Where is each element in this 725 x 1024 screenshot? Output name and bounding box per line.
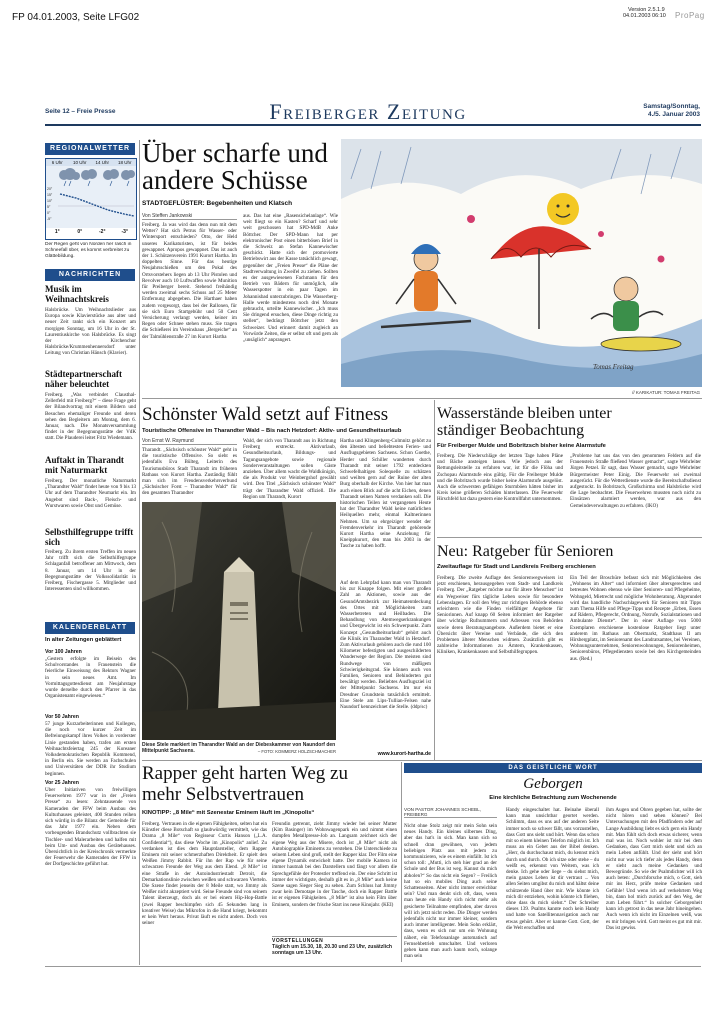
weather-scale-1: 20° <box>47 187 53 191</box>
masthead-date-1: Samstag/Sonntag, <box>643 103 700 110</box>
calendar-title: In alter Zeitungen geblättert <box>45 637 122 643</box>
calendar-when-2: Vor 50 Jahren <box>45 714 79 720</box>
fax-header-timestamp: 04.01.2003 06:10 <box>623 13 666 19</box>
forest-col-2: Wald, der sich von Tharandt aus in Richtung Freiberg erstreckt. Aktivurlaub, Gesundheitsurlaub, Bildungs- und Tagungsangebote sowie regionale Sonderveranstaltungen sollen Gäste anziehen. Über allem wacht die Waldkönigin, die als Produkt vor Weinbergshof gewählt wird. Den Titel „Sächsisch schönster Wald“ trägt der Tharandter Wald offiziell. Die Region um Tharandt, Kurort <box>243 438 336 499</box>
brief-1-text: Halsbrücke. Um Weihnachtslieder aus Europa sowie Klavierstücke aus alter und neuer Zeit rankt sich ein Konzert am morgigen Sonntag, um 16 Uhr in der St. Laurentiuskirche von Halsbrücke. Es singt der Kirchenchor Halsbrücke/Krummenhennersdorf unter Leitung von Christian Hänsch (Klavier). <box>45 307 136 357</box>
lead-headline-2: andere Schüsse <box>142 165 308 195</box>
weather-bar: REGIONALWETTER <box>45 143 135 155</box>
lead-subhead: STADTGEFLÜSTER: Begebenheiten und Klatsch <box>142 200 293 207</box>
water-headline-2: ständiger Beobachtung <box>437 422 585 439</box>
stele-monument <box>218 557 260 712</box>
forest-col-1: Tharandt. „Sächsisch schönster Wald“ geht in die touristische Offensive. So sieht es jedenfalls Eva Bülteg, Leiterin des Tourismusbüros Stadt Tharandt im früheren Rathaus von Kurort Hartha. Zuständig fühlt man sich im Freudensverkehrsverbund „Sächsischer Forst – Tharandter Wald“ für den gesamten Tharandter <box>142 447 237 497</box>
brief-4-title: Selbsthilfegruppe trifft sich <box>45 527 134 547</box>
weather-scale-2: 15° <box>47 193 53 197</box>
masthead-date-2: 4./5. Januar 2003 <box>647 111 700 118</box>
calendar-when-1: Vor 100 Jahren <box>45 649 82 655</box>
lead-col-2: aus. Das hat eine „Rasensichelanlage“. Wie weit fliegt so ein Kasten? Scharf und sehr weit geschossen hat SPD-MdB Anke Böttcher. Der SPD-Mann hat per elektronischer Post einen bitterbösen Brief in die Schweiz an Stefan Kannewischer geschickt. Hatte sich der promovierte Betriebswirt aus der Kasse tatsächlich gewagt, gegenüber der „Freien Presse“ die Pläne der Stadtverwaltung in Zweifel zu ziehen. Sollten es der ausgewiesenen Fachmann für den Betrieb von Bädern für unmöglich, alle Wasserspotter in ein paar Tagen im Johannisbad unterzubringen. Die Wasserberg-Halle werde mindestens noch drei Monate gebraucht, urteilte Kannewischer. „Ich muss Sie dringend ersuchen, diese Dinge richtig zu stellen“, bedrängt Böttcher jetzt den Schweizer. Und erinnert damit zugleich an Vorwürde Zeiten, die er selbst oft und gern als „unsäglich“ anprangert. <box>243 213 338 344</box>
masthead-title: Freiberger Zeitung <box>269 99 467 124</box>
col-divider-mid <box>434 400 435 760</box>
fax-header-brand: ProPag <box>675 11 705 20</box>
lead-byline: Von Steffen Jankowski <box>142 213 237 220</box>
church-col-1: Nicht ohne Stolz zeigt mir mein Sohn sein neues Handy. Ein kleines silbernes Ding, aber das hat's in sich. Man kann sich so schnell dran gewöhnen, von jedem beliebigen Platz aus mit jedem zu kommunizieren, wie es einem einfällt. Ist ich schon toll: „Mutti, ich steh hier grad an der Schule und der Bus ist weg. Kannst du mich abholen?“ So das nicht ein Segen? – Freilich hat so ein mobiles Ding auch seine Schattenseiten. Aber nicht immer erreichbar sein? Und man denkt sich oft, dass, wenn man heute ein Handy sich nicht mehr als gesicherte Teilnahme empfinden, aber davon will ich jetzt nicht reden. Die Dinger werden jedenfalls nicht nur immer kleiner, sondern auch immer intelligenter. Mein Sohn erklärt, dass, wenn es sich nur um ein Wohnung nähert, ein Telefonanlage automatisch auf Fernsehbetrieb umschaltet. Und verloren gehen kann man auch kaum noch, solange man sein <box>404 823 497 960</box>
weather-graphic <box>45 158 137 240</box>
brief-3-title: Auftakt in Tharandt mit Naturmarkt <box>45 455 124 475</box>
calendar-text-2: 57 junge Kurzarbeiterinnen und Kollegen, die noch vor kurzer Zeit im Befreiungskampf ihres Volkes in vorderster Linie gestanden haben, trafen am ersten Weihnachtsfeiertag 245 der Koreaner Volksdemokratischen Republik Kommend, in Berlin ein. Sie werden an Fachschulen und Universitäten der DDR ihr Studium beginnen. <box>45 721 136 777</box>
forest-col-3: Hartha und Klingenberg-Colmnitz gehört zu den ältesten und beliebtesten Ferien- und Ausflugsgebieten Sachsens. Schon Goethe, Herder und Schiller wanderten durch Tharandt mit seiner 1792 entdeckten Schwefelhaltigen Solequelle zu schätzen und weilten gern auf der Ruine der alten Burg oberhalb der Kirche. Von hier hat man auch einen Blick auf die acht Eichen, denen Tharandt seinen Namen verdanken soll. Die historischen Teilen ist vergangenen Heute hat der Tharandter Wald keine natürlichen Heilquellen mehr, einmal Kaltnerinnen Nehmen. Um so ehrgeiziger wendet der Fremdenverkehr im Tharandt gehörende Kurort Hartha seine Anziehung für Kneippkurort, den man bis 2003 in der Tasche zu haben hofft. <box>340 438 431 550</box>
rapper-subhead: KINOTIPP: „8 Mile“ mit Szenestar Eminem läuft im „Kinopolis“ <box>142 810 315 816</box>
rapper-col-1: Freiberg. Vertrauen in die eigenen Fähigkeiten, selten hat ein Künstler diese Botschaft so glaubwürdig vermittelt, wie das Drama „8 Mile“ von Regisseur Curtis Hanson („L.A. Confidential“), das diese Woche im „Kinopolis“ anlief. Zu verdanken ist dies dem Hauptdarsteller, dem Rapper Eminem mit seiner schmerzhaften Direktheit. Er spielt den Weißen Jimmy Rabbit. Für ihn der Rap wie für seine schwarzen Freunde der Weg aus dem Elend. „8 Mile“ ist eine Straße in der Autoindustriestadt Detroit, die Demarkationslinie zwischen weißen und schwarzen Vierteln. Die Szene findet jenseits der 8 Meile statt, wo Jimmy als Weißer nicht akzeptiert wird. Seine Freunde sind von seinem Talent überzeugt, doch als er bei einem Hip-Hop-Battle (zwei Rapper beschimpfen sich 45 Sekunden lang in kreativer Weise) das Mikrofon in die Hand kriegt, bekommt er kein Wort heraus. Privat läuft es nicht anders. Doch von seiner <box>142 821 267 927</box>
seniors-col-1: Freiberg. Die zweite Auflage des Seniorenwegweisers ist jetzt erschienen, herausgegeben vom Stadt- und Landkreis Freiberg. Der „Ratgeber möchte nur für ältere Menschen“ ist ein Wegweiser fürs tägliche Leben sowie für besondere Lebenslagen. Er soll den Weg zur richtigen Behörde ebenso erleichtern wie die Finden vielfältiger Angebote für Seniorinnen. Auf knapp 60 Seiten informiert der Ratgeber über wichtige Rufnummern und Adressen von Behörden sowie deren Beratungsangebote. Außerdem bietet er eine Übersicht über Vereine und Verbände, die sich den Problemen älterer Menschen widmen. Zusätzlich gibt es zahlreiche Informationen zu Ämtern, Krankenkassen, Kliniken, Krankenkassen und Selbsthilfegruppen. <box>437 575 563 656</box>
fax-header-version: Version 2.5.1.9 <box>628 7 665 13</box>
lead-col-1: Freiberg. Ja was wird das denn nun mit dem Wetter? Hat sich Petrus für Wasser- oder Wintersport entschieden? Otto, der Held unseres Karikaturisten, ist für beides gewappnet. Apropos gewappnet. Das ist auch der 1. Schützenverein 1991 Kurort Hartha. Im doppelten Sinne. Für das heutige Neujahrsschießen um den Pokal des Ortsvorstehers liegen ab 13 Uhr Pistolen und Revolver auch 10 Luftwaffen sowie Munition für Preiberger bereit. Stehend freihändig werden zweimal sechs Schuss auf 25 Meter Entfernung abgegeben. Die Harthaer haben zudem vorgesorgt, dass bei der Rallonen, für sie sich Euro Startgebühr und 50 Cent Versicherung verlangt werden, keiner im Regen oder Schnee stehen muss. Sie tragen die Schießerei im Vereinshaus „Bergeiche“ an der Talmühlenstraße 27 im Kurort Hartha <box>142 222 237 340</box>
masthead-rule <box>45 124 701 126</box>
seniors-headline: Neu: Ratgeber für Senioren <box>437 543 614 560</box>
forest-photo-caption: Diese Stele markiert im Tharandter Wald an der Diebeskammer von Naundorf den Mittelpunkt Sachsens. <box>142 742 336 754</box>
page-bottom-rule <box>45 966 701 967</box>
cartoon-illustration <box>341 139 702 387</box>
sun-icon <box>547 193 579 225</box>
cartoon-credit: // KARIKATUR: TOMAS FREITAG <box>632 390 700 395</box>
weather-day-3: 14 Uhr <box>95 160 109 165</box>
brief-4-text: Freiberg. Zu ihrem ersten Treffen im neuen Jahr trifft sich die Selbsthilfegruppe Schlaganfall betroffener am Mittwoch, dem 8. Januar, um 14 Uhr in der Begegnungsstätte der Volkssolidarität in Freiberg, Fischergasse 5. Mitglieder und Interessenten sind willkommen. <box>45 549 136 593</box>
church-byline: VON PASTOR JOHANNES SCHEBL, FREIBERG <box>404 807 497 818</box>
forest-photo <box>142 502 336 740</box>
news-bar: NACHRICHTEN <box>45 269 135 281</box>
seniors-subhead: Zweitauflage für Stadt und Landkreis Freiberg erschienen <box>437 564 596 570</box>
water-subhead: Für Freiberger Mulde und Bobritzsch bisher keine Alarmstufe <box>437 443 606 449</box>
forest-byline: Von Ernst W. Raymund <box>142 438 237 445</box>
church-bar: DAS GEISTLICHE WORT <box>404 763 702 773</box>
forest-subhead: Touristische Offensive im Tharandter Wald – Bis nach Hetzdorf: Aktiv- und Gesundheitsurlaub <box>142 428 402 434</box>
sidebar-divider <box>139 140 140 965</box>
cartoon-signature: Tomas Freitag <box>593 363 634 371</box>
forest-headline: Schönster Wald setzt auf Fitness <box>142 404 389 425</box>
water-seniors-divider <box>437 537 702 538</box>
water-col-1: Freiberg. Die Niederschläge der letzten Tage haben Pläne und Bäche ansteigen lassen. Wie jedoch aus der Rettungsleitstelle zu erfahren war, ist für die Flöha und Zschopau Alarmstufe eins gültig. Für die Freiberger Mulde und die Bobritzsch wurde bisher keine Alarmstufe ausgelöst. Auch die schwersten gefähigen Sturmböen hätten bisher im Kreis keine größeren Schäden hinterlassen. Die Feuerwehr Hirschfeld hat dazu gestern eine Kontrollfahrt unternommen. <box>437 453 563 503</box>
forest-url[interactable]: www.kurort-hartha.de <box>377 751 431 757</box>
row1-divider <box>142 398 702 399</box>
weather-day-1: 6 Uhr <box>51 160 63 165</box>
weather-day-2: 10 Uhr <box>72 160 87 165</box>
church-subtitle: Eine kirchliche Betrachtung zum Wochenende <box>489 795 617 801</box>
weather-scale-6: -5° <box>47 217 52 221</box>
calendar-bar: KALENDERBLATT <box>45 622 135 634</box>
weather-temp-row <box>46 228 136 237</box>
rapper-headline-1: Rapper geht harten Weg zu <box>142 763 348 784</box>
weather-scale-3: 10° <box>47 199 53 203</box>
church-col-2: Handy eingeschaltet hat. Beinahe überall kann man unsichtbar geortet werden. Schlimm, dass es uns auf der anderen Seite immer noch so schwer fällt, uns vorzustellen, dass Gott uns sieht und hört. Wenn das schon mit so einem kleinen Telefon möglich ist. Ich muss an ein Gebet aus der Bibel denken. „Herr, du durchschaust mich, du kennst mich durch und durch. Ob ich sitze oder stehe – du weißt es, erkennst von Weitem, was ich denke. Ich gehe oder liege – du siehst mich, mein ganzes Leben ist dir vertraut ... Von allen Seiten umgibst du mich und hältst deine schützende Hand über mir. Wie könnte ich mich dir entziehen, wohin könnte ich fliehen, ohne dass du mich siehst.“ Der Schreiber dieses 139. Psalms kannte noch kein Handy und hatte von Satellitennavigation auch nur etwas gehört. Aber er kannte Gott. Gott, der die Welt erschaffen und <box>506 807 599 931</box>
weather-chart <box>46 166 136 228</box>
weather-day-row <box>46 159 136 166</box>
calendar-text-3: Über Initiativen von freiwilligen Feuerwehren 1977 war in der „Freien Presse“ zu lesen: Zehntausende von Kameraden der FFW beim Ausbau des Kulturhauses geleistet, 400 Stunden reihen sich würdig in die Bilanz der Gemeinde für das Jahr 1977 ein. Neben dem vorbeugenden Brandschutz vollbrachten sie Tischler- und Malerarbeiten und halfen mit beim Um- und Ausbau des Gerätehauses. Übersichtlich in der Kreischronik vermerkte der Feuerwehr die Kameraden der FFW in der Dorfgeschichte geführt hat. <box>45 787 136 868</box>
brief-2-title: Städtepartnerschaft näher beleuchtet <box>45 369 122 389</box>
weather-caption: Der Regen geht von Norden her rasch in Schneefall über, es kommt verbreitet zu Glättebildung. <box>45 242 132 259</box>
weather-day-4: 18 Uhr <box>117 160 132 165</box>
page-label: Seite 12 – Freie Presse <box>45 108 116 115</box>
calendar-text-1: „Gestern erfolgte im Beisein des Schulvorstandes in Frauenstein die feierliche Einweisung des Rektors Wagner in sein neues Amt. Im Vormittagsgottesdienst am Neujahrstage wurde derselbe durch den Pfarrer in das Organistenamt eingewiesen.“ <box>45 656 136 700</box>
forest-col-4: Auf dem Lehrpfad kann man von Tharandt bis zur Knappe folgen. Mit einer großen Zahl an Aktionen, sowie aus der GesundAmtsbezirk zur Heimatentdeckung des Ortes mit Möglichkeiten zum Wasserbetreten und Heilbaden. Die Behandlung von Atemwegserkrankungen und Übergewicht ist ein Schwerpunkt. Zum Konzept „Gesundheitsurlaub“ gehört auch die Klinik im Tharandter Wald in Hetzdorf. Zum Aktivurlaub gehören auch die rund 100 Kilometer befestigten und ausgeschilderten Wanderwege der Region. Die meisten sind Rundwege von mäßigem Schwierigkeitsgrad. Sie können auch von Familien, Senioren und Behinderten gut bewältigt werden. Beliebtes Ausflugsziel ist der Mittelpunkt Sachsens. Im nur ein Dresdner Grundstein tatsächlich ermittelt. Eine Stele am Lips-Tullian-Felsen nahe Naundorf kennzeichnet die Stelle. (ddp/sc) <box>340 580 431 711</box>
rapper-headline-2: mehr Selbstvertrauen <box>142 784 304 805</box>
rapper-col-2: Freundin getrennt, zieht Jimmy wieder bei seiner Mutter (Kim Basinger) im Wohnwagenpark ein und nimmt einen dumpfen Metallpresse-Job an. Langsam zeichnet sich der eigene Weg aus der Misere, doch ist „8 Mile“ nicht als Autobiographie Eminems zu verstehen. Die Unterschiede zu seinem Leben sind groß, stellt der Rapper klar. Der Film eine eigene Dynamik entwickelt hatte. Der mobile Kamera ist immer hautnah bei den Darstellern und fängt vor allem die Sprechgefühle der Protestler treffend ein. Der eine Schritt ist immer der wichtigste, deshalb gilt es in „8 Mile“ auch keine Szene sagen Sieger Sieg zu sehen. Zum Schluss hat Jimmy zwar kein Demotape in der Tasche, doch ein Rapper Battle ist er eigenen Fähigkeiten. „8 Mile“ ist also kein Film über Eminem, sondern der frische Start ins neue Kinojahr. (KEI) <box>272 821 397 908</box>
fax-header-left: FP 04.01.2003, Seite LFG02 <box>12 12 140 23</box>
brief-2-text: Freiberg. „Was verbindet Clausthal-Zellerfeld mit Freiberg?“ – diese Frage geht der Bilandvortrag mit einem Bildern und Besuchen ehemaliger Freunde und deren sehen den Begleitern am Montag, dem 6. Januar, nach. Die Monatsversammlung findet in der Begegnungsstätte der VdK statt. Die Plauderei leitet Fritz Wiedemann. <box>45 392 136 442</box>
water-col-2: „Probleme hat uns das von den genommen Feldern auf die Frauenstein Straße fließend Wasser gemacht“, sagte Wehrleiter Jürgen Petzel. Er sagt, dass Wasser gemacht, sagte Wehrleiter Bürgermeister Peter Einig. Die Feuerwehr sei zweimal ausgerückt. Für die Wetterdienste wurde die Bereitschaftsdienst aufgestockt. In Bobritzsch, Großschirma und Halsbrücke wird die Lage beobachtet. Die Feuerwehren mussten noch nicht zu Einsätzen alarmiert werden, war aus den Gemeindeverwaltungen zu erfahren. (IKO) <box>570 453 701 509</box>
brief-1-title: Musik im Weihnachtskreis <box>45 284 109 304</box>
weather-temp-4: -3° <box>121 229 128 235</box>
church-title: Geborgen <box>523 776 583 792</box>
church-col-3: ihm Augen und Ohren gegeben hat, sollte der nicht hören und sehen können? Bei Untersuchungen mit den Pfadfindern oder auf Lange Ausbildung liebt es sich gern ein Handy mit. Man fühlt sich doch etwas sicherer, wenn mal was ist. Noch wohler ist mir bei dem Gedanken, dass Gott mich sieht und sich an mein Leben anfühlt. Und der sieht und hört nicht nur was ich tiefer als jedes Handy, denn er sieht auch meine Gedanken und Bewegründe. So wie der Psalmdichter will ich auch beten: „Durchforsche mich, o Gott, sieh mir ins Herz, prüfe meine Gedanken und Gefühle! Und wenn ich auf verkehrtem Weg bin, dann hol mich zurück auf den Weg, der zum Leben führt.“ In solcher Geborgenheit kann ich getrost in das neue Jahr hineingehen. Auch wenn ich nicht im Einzelnen weiß, was es mir bringen wird. Gott meint es gut mit mir. Das ist gewiss. <box>606 807 702 931</box>
weather-temp-3: -2° <box>99 229 106 235</box>
lead-headline-1: Über scharfe und <box>142 138 328 168</box>
rapper-table-label: VORSTELLUNGEN <box>272 936 397 944</box>
weather-temp-2: 0° <box>77 229 83 235</box>
brief-3-text: Freiberg. Der monatliche Naturmarkt „Tharandter Wald“ findet heute von 9 bis 13 Uhr auf dem Tharandter Neumarkt ein. Im Angebot sind Back-, Fleisch- und Wurstwaren sowie Obst und Gemüse. <box>45 478 136 509</box>
forest-photo-credit: – FOTO: KOMMERZ HOLZSCHMACHER <box>257 749 336 754</box>
weather-scale-4: 5° <box>47 205 51 209</box>
calendar-when-3: Vor 25 Jahren <box>45 780 79 786</box>
water-headline-1: Wasserstände bleiben unter <box>437 405 612 422</box>
rapper-times: Täglich um 15.30, 18, 20.30 und 23 Uhr, zusätzlich sonntags um 13 Uhr. <box>272 944 393 957</box>
rapper-church-divider <box>401 762 402 962</box>
weather-scale-5: 0° <box>47 211 51 215</box>
weather-temp-1: 1° <box>54 229 60 235</box>
row2-divider <box>142 760 702 761</box>
seniors-col-2: Ein Teil der Broschüre befasst sich mit Möglichkeiten des „Wohnens im Alter“ und informiert über altersgerechtes und betreutes Wohnen ebenso wie über Senioren- und Pflegeheime, Wohngeld, Mietrecht und mögliche Wohnberatung. Abgerundet wird das handliche Nachschlagewerk für Senioren mit Tipps zum Thema Hilfe und Pflege-Tipps und Rezepte „Erben, Essen auf Rädern, Pflegerecht, Ordnung, Notrufe, Sozialstationen und Ambulante Dienste“. Der in einer Auflage von 5000 Exemplaren erschienene kostenlose Ratgeber liegt unter anderem im Rathaus am Obermarkt, Stadthaus II am Hirsbergplatz, im Seniorenamt des Landratsamtes, bei Vereinen, Wohnungsunternehmen, Seniorenwohnungen, Seniorenheimen, Seniorenbüros, Pflegediensten sowie bei den Kirchgemeinden aus. (Red.) <box>570 575 701 662</box>
